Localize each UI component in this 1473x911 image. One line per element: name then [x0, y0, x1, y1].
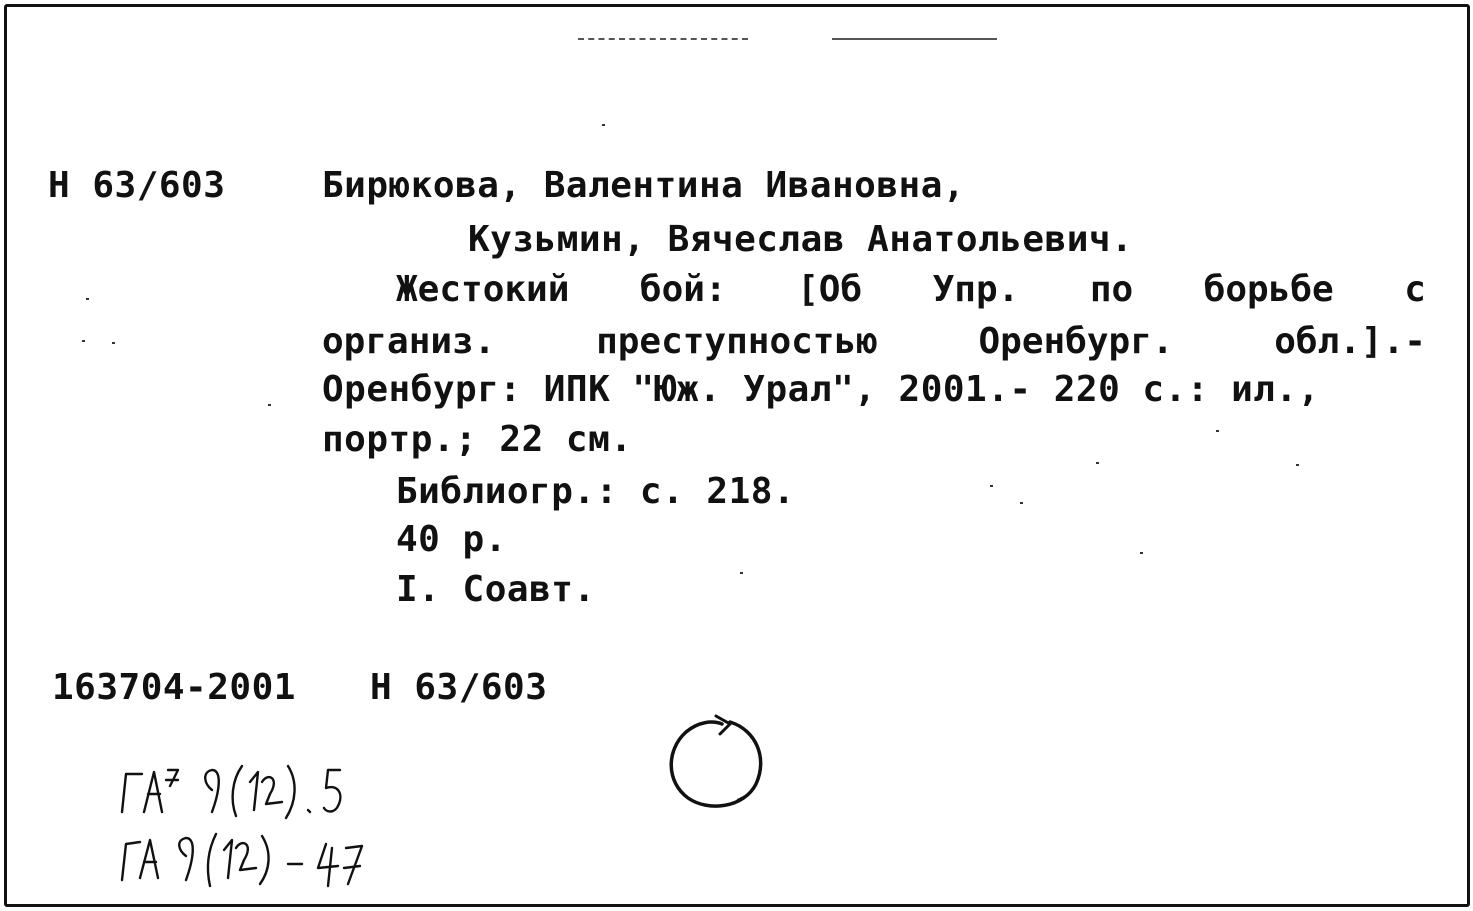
hw-stroke [250, 772, 258, 810]
hw-stroke [236, 843, 256, 870]
scan-artifact-dash [578, 38, 748, 40]
title-line-1 [396, 270, 1426, 310]
speck [1020, 502, 1023, 504]
speck [740, 572, 743, 574]
hw-stroke [262, 777, 282, 804]
coauthor-note: I. Соавт. [396, 569, 596, 610]
word: Упр. [932, 269, 1020, 310]
hw-stroke [122, 842, 140, 880]
hw-stroke [144, 772, 162, 812]
hw-stroke [122, 774, 142, 812]
hw-stroke [224, 840, 232, 878]
word: борьбе [1203, 269, 1334, 310]
inventory-number: 163704-2001 [52, 667, 296, 708]
hw-stroke [179, 838, 193, 880]
price: 40 р. [396, 519, 507, 560]
speck [86, 298, 89, 300]
word: [Об [797, 269, 863, 310]
hw-stroke [286, 766, 295, 818]
word: обл.].- [1274, 321, 1426, 362]
inventory-shelfmark: Н 63/603 [370, 667, 548, 708]
speck [1216, 430, 1219, 432]
word: Оренбург. [978, 321, 1174, 362]
hw-stroke [166, 770, 178, 786]
hw-stroke [208, 834, 216, 886]
speck [112, 342, 115, 344]
circle-mark-icon [660, 712, 770, 814]
speck [1140, 552, 1143, 554]
hw-stroke [324, 770, 340, 812]
hw-stroke [344, 846, 362, 884]
hw-stroke [205, 770, 219, 812]
speck [82, 340, 85, 342]
word: бой: [639, 269, 727, 310]
hw-stroke [308, 810, 310, 812]
hw-stroke [140, 840, 158, 878]
shelfmark: Н 63/603 [48, 165, 226, 206]
handwritten-classification [112, 760, 442, 890]
scan-artifact-line [832, 38, 997, 40]
imprint-line: Оренбург: ИПК "Юж. Урал", 2001.- 220 с.: ил., [322, 369, 1320, 410]
hw-stroke [260, 836, 269, 884]
speck [1296, 464, 1299, 466]
author-secondary: Кузьмин, Вячеслав Анатольевич. [468, 219, 1134, 260]
hw-stroke [233, 766, 242, 816]
word: с [1404, 269, 1426, 310]
word: Жестокий [396, 269, 570, 310]
speck [990, 485, 993, 487]
hw-stroke [318, 844, 338, 886]
title-line-2 [322, 322, 1426, 362]
speck [602, 124, 605, 126]
bibliography-note: Библиогр.: с. 218. [396, 471, 796, 512]
word: организ. [322, 321, 496, 362]
word: по [1089, 269, 1134, 310]
speck [268, 404, 271, 406]
physical-description: портр.; 22 см. [322, 419, 633, 460]
word: преступностью [596, 321, 878, 362]
author-primary: Бирюкова, Валентина Ивановна, [322, 165, 966, 206]
speck [1096, 462, 1099, 464]
